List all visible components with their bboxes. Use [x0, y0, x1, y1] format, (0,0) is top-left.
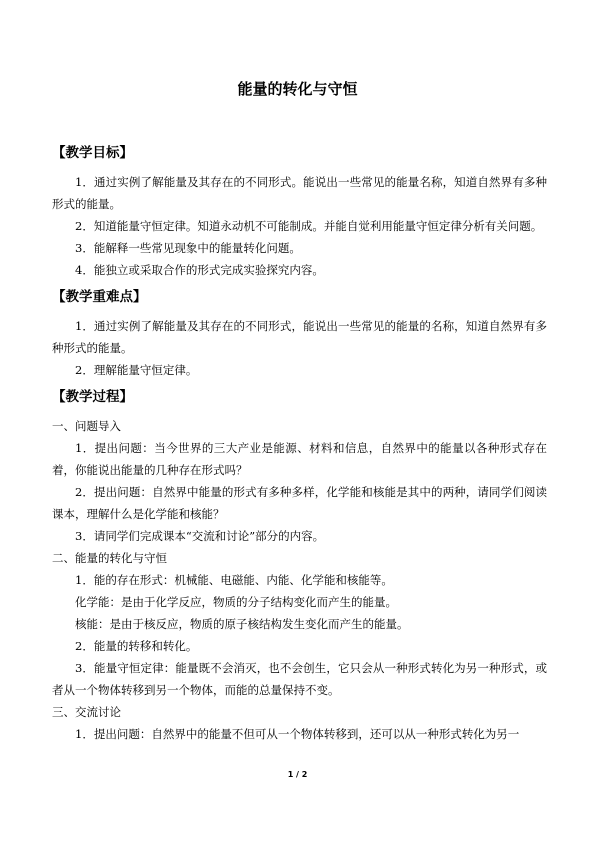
- process-part-title: 二、能量的转化与守恒: [52, 551, 167, 565]
- goal-item: 1．通过实例了解能量及其存在的不同形式。能说出一些常见的能量名称，知道自然界有多种形式的能量。: [52, 175, 547, 211]
- process-part-title: 三、交流讨论: [52, 705, 121, 719]
- section-heading-goals: 【教学目标】: [52, 145, 133, 161]
- process-item: 2．能量的转移和转化。: [75, 639, 198, 653]
- process-item: 2．提出问题：自然界中能量的形式有多种多样，化学能和核能是其中的两种，请同学们阅读课本，理解什么是化学能和核能？: [52, 485, 547, 521]
- page-title: 能量的转化与守恒: [237, 80, 358, 98]
- goal-item: 2．知道能量守恒定律。知道永动机不可能制成。并能自觉利用能量守恒定律分析有关问题。: [75, 219, 543, 233]
- goal-item: 3．能解释一些常见现象中的能量转化问题。: [75, 241, 301, 255]
- process-item: 3．能量守恒定律：能量既不会消灭，也不会创生，它只会从一种形式转化为另一种形式，或者从一个物体转移到另一个物体，而能的总量保持不变。: [52, 661, 547, 697]
- section-heading-keypoints: 【教学重难点】: [52, 289, 147, 305]
- process-item: 1．能的存在形式：机械能、电磁能、内能、化学能和核能等。: [75, 573, 393, 587]
- keypoint-item: 2．理解能量守恒定律。: [75, 363, 198, 377]
- goal-item: 4．能独立或采取合作的形式完成实验探究内容。: [75, 263, 324, 277]
- process-item: 化学能：是由于化学反应，物质的分子结构变化而产生的能量。: [75, 595, 397, 609]
- process-part-title: 一、问题导入: [52, 419, 121, 433]
- section-heading-process: 【教学过程】: [52, 389, 133, 405]
- process-item: 1．提出问题：自然界中的能量不但可从一个物体转移到，还可以从一种形式转化为另一: [75, 727, 520, 741]
- document-body: [52, 137, 547, 745]
- page-number: 1 / 2: [287, 770, 308, 779]
- keypoint-item: 1．通过实例了解能量及其存在的不同形式，能说出一些常见的能量的名称，知道自然界有多种形式的能量。: [52, 319, 547, 355]
- process-item: 核能：是由于核反应，物质的原子核结构发生变化而产生的能量。: [75, 617, 409, 631]
- process-item: 1．提出问题：当今世界的三大产业是能源、材料和信息，自然界中的能量以各种形式存在着，你能说出能量的几种存在形式吗？: [52, 441, 547, 477]
- process-item: 3．请同学们完成课本“交流和讨论”部分的内容。: [75, 529, 325, 543]
